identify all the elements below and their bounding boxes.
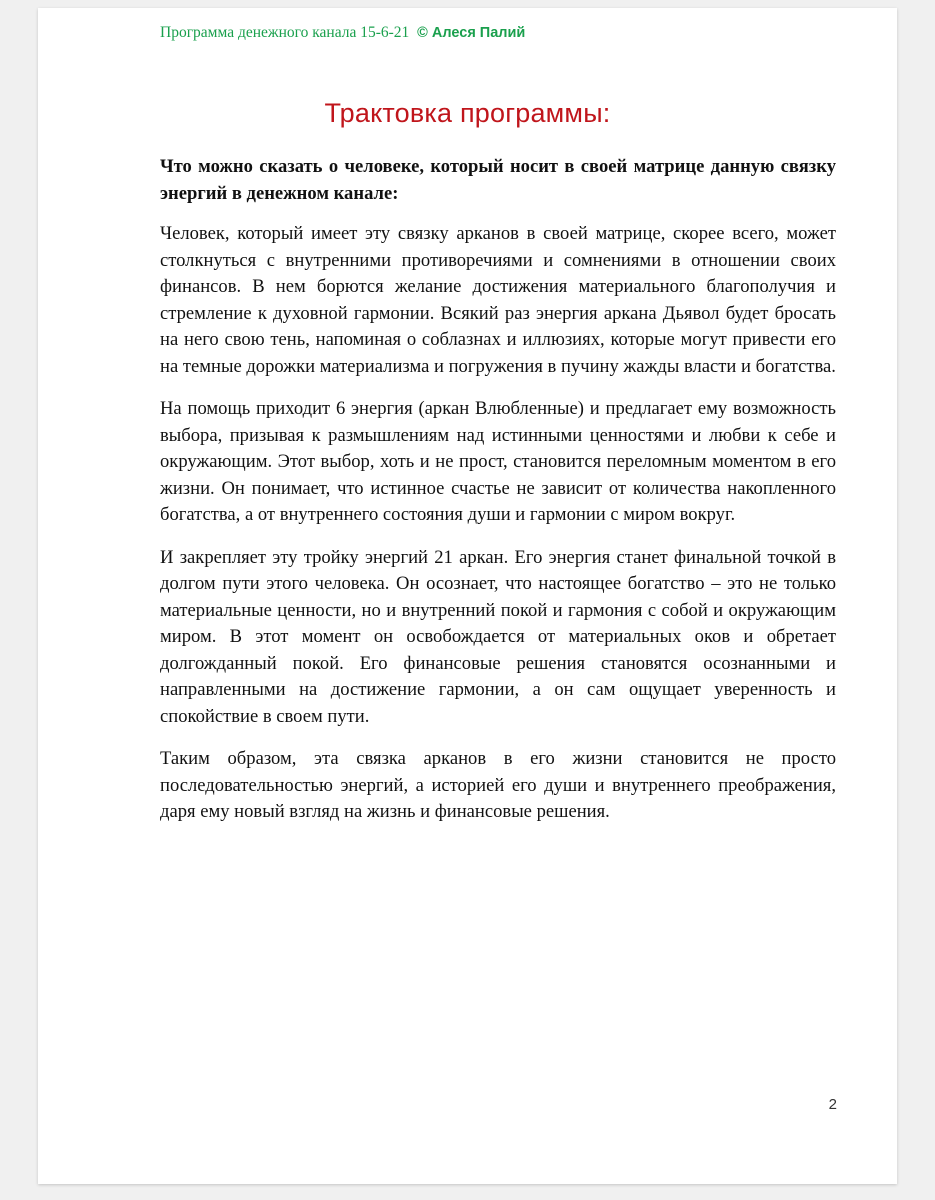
paragraph-2: На помощь приходит 6 энергия (аркан Влюбленные) и предлагает ему возможность выбора, призывая к размышлениям над истинными ценностями и любви к себе и окружающим. Этот выбор, хоть и не прост, становится переломным моментом в его жизни. Он понимает, что истинное счастье не зависит от количества накопленного богатства, а от внутреннего состояния души и гармонии с миром вокруг. <box>160 398 836 525</box>
question-heading: Что можно сказать о человеке, который носит в своей матрице данную связку энергий в денежном канале: <box>160 156 836 204</box>
document-body <box>160 154 836 842</box>
paragraph-4: Таким образом, эта связка арканов в его жизни становится не просто последовательностью энергий, а историей его души и внутреннего преображения, даря ему новый взгляд на жизнь и финансовые решения. <box>160 748 836 822</box>
page-title: Трактовка программы: <box>324 98 611 128</box>
page-number: 2 <box>828 1096 837 1113</box>
header-program-title: Программа денежного канала 15-6-21 <box>160 24 410 41</box>
document-page <box>38 8 897 1184</box>
paragraph-1: Человек, который имеет эту связку арканов в своей матрице, скорее всего, может столкнуться с внутренними противоречиями и сомнениями в отношении своих финансов. В нем борются желание достижения материального благополучия и стремление к духовной гармонии. Всякий раз энергия аркана Дьявол будет бросать на него свою тень, напоминая о соблазнах и иллюзиях, которые могут привести его на темные дорожки материализма и погружения в пучину жажды власти и богатства. <box>160 223 836 377</box>
header-copyright: © Алеся Палий <box>417 25 526 41</box>
paragraph-3: И закрепляет эту тройку энергий 21 аркан. Его энергия станет финальной точкой в долгом пути этого человека. Он осознает, что настоящее богатство – это не только материальные ценности, но и внутренний покой и гармония с собой и окружающим миром. В этот момент он освобождается от материальных оков и обретает долгожданный покой. Его финансовые решения становятся осознанными и направленными на достижение гармонии, а он сам ощущает уверенность и спокойствие в своем пути. <box>160 546 836 727</box>
page-header <box>160 24 525 42</box>
